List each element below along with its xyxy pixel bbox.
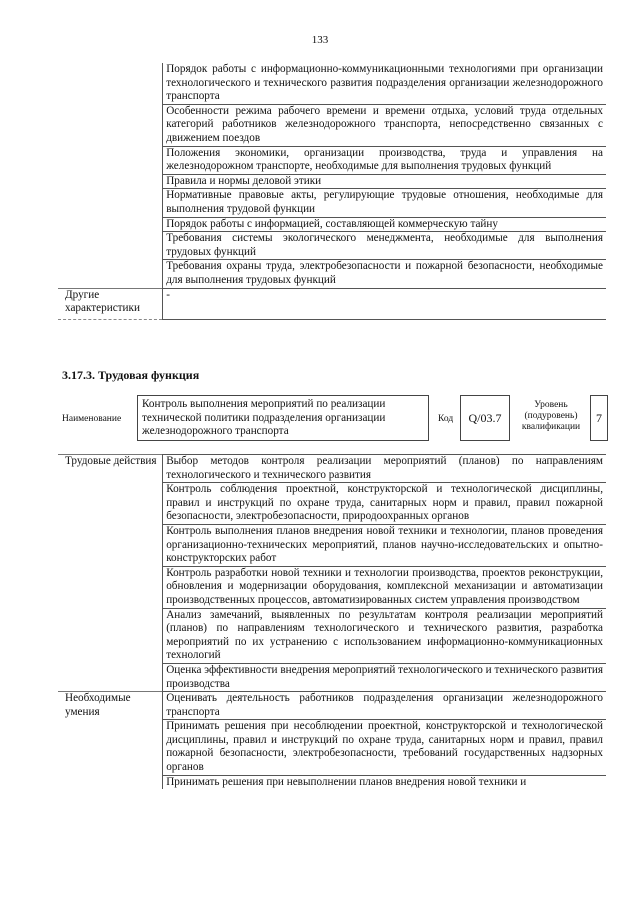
name-box xyxy=(137,395,429,441)
knowledge-item: Порядок работы с информацией, составляющей коммерческую тайну xyxy=(166,217,498,230)
knowledge-table xyxy=(58,63,606,320)
level-box xyxy=(590,395,608,441)
labor-action: Контроль соблюдения проектной, конструкторской и технологической дисциплины, правил и инструкций по охране труда, санитарных норм и правил, правил пожарной безопасности, электробезопасности, природоохранных органов xyxy=(166,483,603,523)
labor-actions-label: Трудовые действия xyxy=(65,455,157,467)
knowledge-item: Правила и нормы деловой этики xyxy=(166,174,322,187)
function-code: Q/03.7 xyxy=(468,411,502,425)
required-skill: Принимать решения при несоблюдении проектной, конструкторской и технологической дисциплины, правил и инструкций по охране труда, санитарных норм и правил, правил пожарной безопасности, электробезопасности, требований государственных надзорных органов xyxy=(166,720,603,774)
function-name: Контроль выполнения мероприятий по реализации технической политики подразделения организации железнодорожного транспорта xyxy=(142,398,386,437)
labor-action: Оценка эффективности внедрения мероприятий технологического и технического развития производства xyxy=(166,663,603,690)
code-label: Код xyxy=(438,414,454,424)
qualification-level-label: Уровень (подуровень) квалификации xyxy=(521,400,581,432)
code-box xyxy=(460,395,510,441)
knowledge-item: Нормативные правовые акты, регулирующие трудовые отношения, необходимые для выполнения трудовой функции xyxy=(166,189,603,215)
labor-function-table xyxy=(58,454,606,789)
required-skill: Принимать решения при невыполнении планов внедрения новой техники и xyxy=(166,775,527,788)
required-skills-label: Необходимые умения xyxy=(65,692,131,718)
labor-action: Анализ замечаний, выявленных по результатам контроля реализации мероприятий (планов) по направлениям технологического и технического развития, разработка мероприятий по их устранению с использованием информационно-коммуникационных технологий xyxy=(166,608,603,662)
labor-action: Контроль разработки новой техники и технологии производства, проектов реконструкции, обновления и модернизации оборудования, комплексной механизации и автоматизации производственных процессов, автоматизированных систем управления производством xyxy=(166,566,603,606)
name-label: Наименование xyxy=(62,414,122,424)
knowledge-item: Особенности режима рабочего времени и времени отдыха, условий труда отдельных категорий работников железнодорожного транспорта, непосредственно связанных с движением поездов xyxy=(166,104,603,144)
other-characteristics-value: - xyxy=(166,288,170,301)
section-heading: 3.17.3. Трудовая функция xyxy=(62,368,200,382)
labor-action: Выбор методов контроля реализации мероприятий (планов) по направлениям технологического и технического развития xyxy=(166,455,603,481)
knowledge-item: Положения экономики, организации производства, труда и управления на железнодорожном транспорте, необходимые для выполнения трудовых функций xyxy=(166,146,603,173)
required-skill: Оценивать деятельность работников подразделения организации железнодорожного транспорта xyxy=(166,692,603,718)
knowledge-item: Требования системы экологического менеджмента, необходимые для выполнения трудовых функций xyxy=(166,232,603,258)
page-number: 133 xyxy=(311,34,329,46)
labor-action: Контроль выполнения планов внедрения новой техники и технологии, планов проведения организационно-технических мероприятий, планов научно-исследовательских и опытно-конструкторских работ xyxy=(166,524,603,565)
qualification-level: 7 xyxy=(596,411,602,425)
knowledge-item: Порядок работы с информационно-коммуникационными технологиями при организации технологического и технического развития подразделения организации железнодорожного транспорта xyxy=(166,63,603,103)
knowledge-item: Требования охраны труда, электробезопасности и пожарной безопасности, необходимые для выполнения трудовых функций xyxy=(166,260,603,286)
other-characteristics-label: Другие характеристики xyxy=(65,288,140,315)
